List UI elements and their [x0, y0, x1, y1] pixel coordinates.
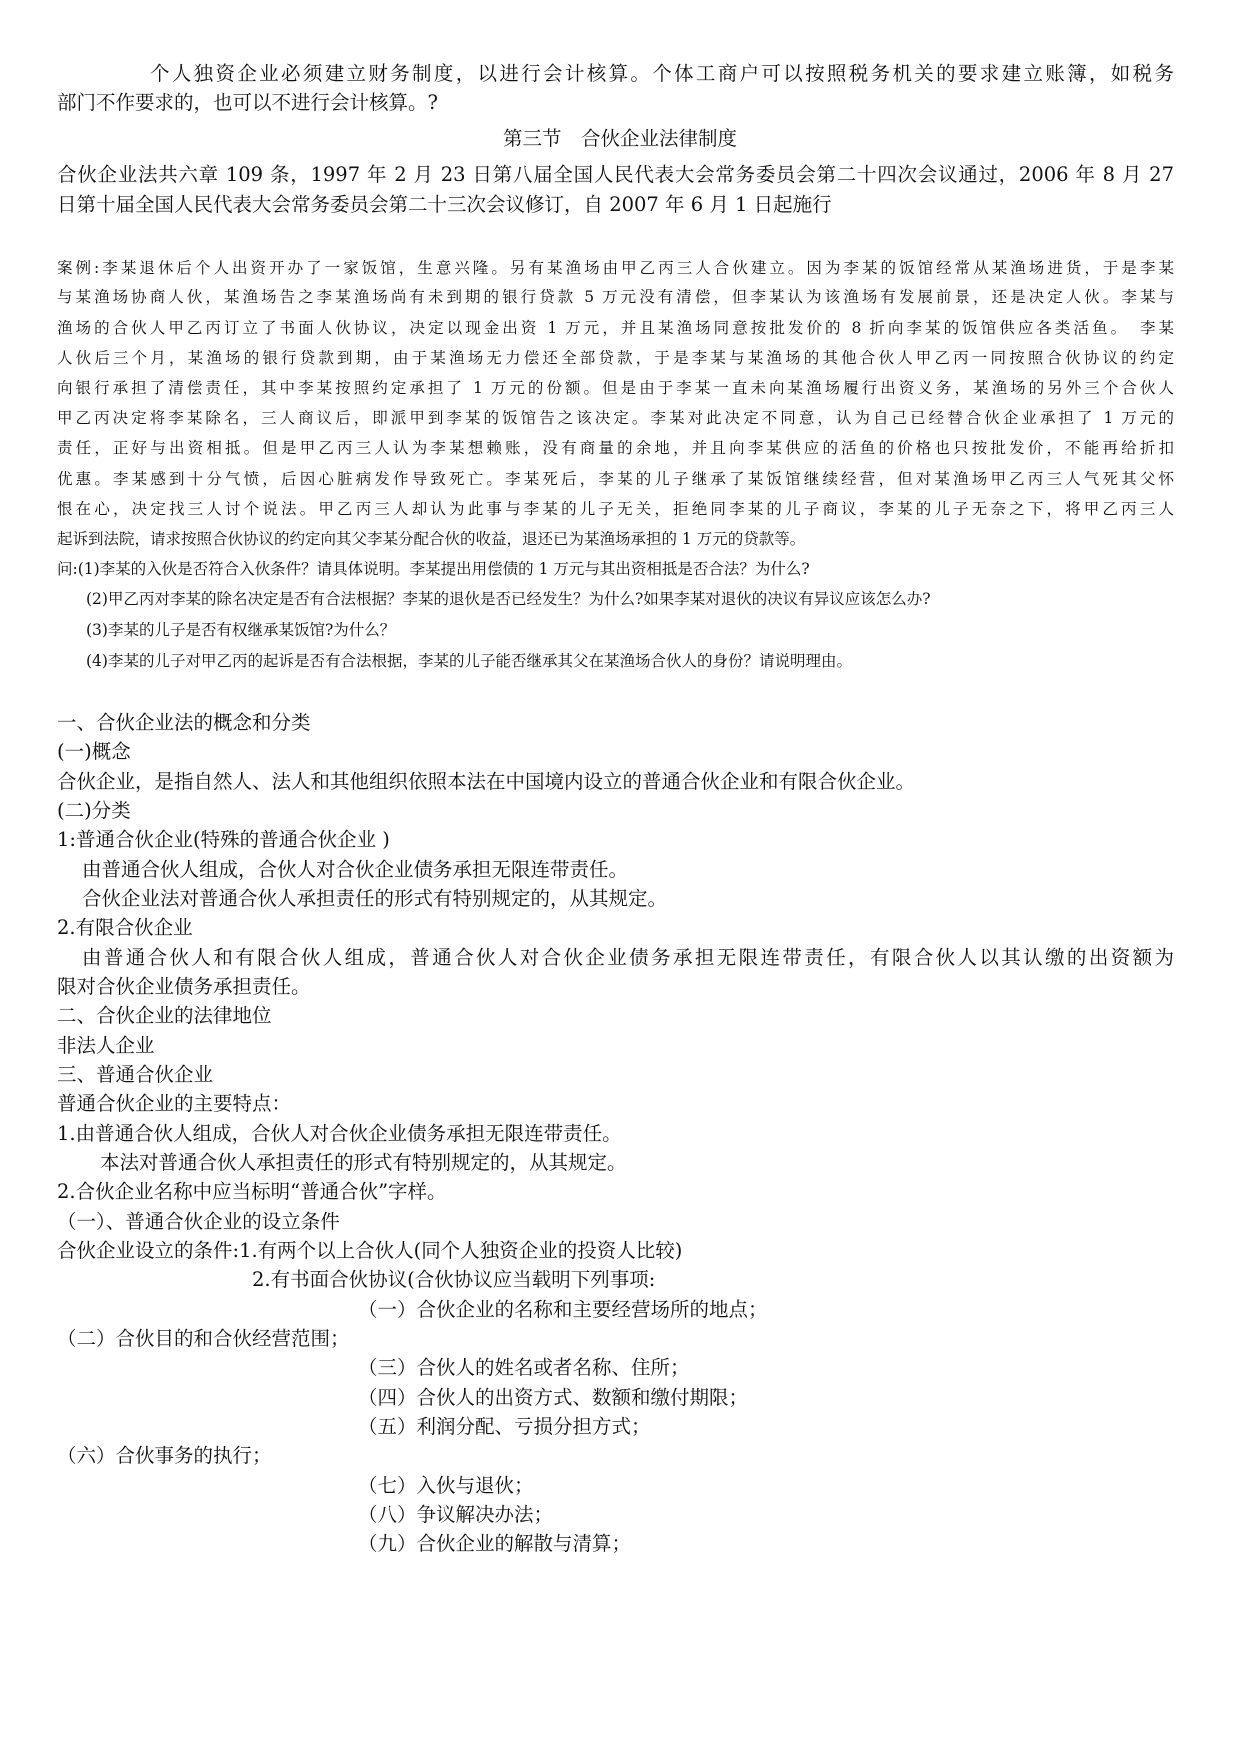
case-line: 甲乙丙决定将李某除名，三人商议后，即派甲到李某的饭馆告之该决定。李某对此决定不同意，认为自己已经替合伙企业承担了 1 万元的	[57, 409, 1174, 427]
type-2-desc-line-2: 限对合伙企业债务承担责任。	[57, 975, 311, 998]
case-line: 向银行承担了清偿责任，其中李某按照约定承担了 1 万元的份额。但是由于李某一直未向某渔场履行出资义务，某渔场的另外三个合伙人	[57, 379, 1174, 397]
type-1-desc-a: 由普通合伙人组成，合伙人对合伙企业债务承担无限连带责任。	[82, 858, 629, 881]
legal-status-text: 非法人企业	[57, 1034, 155, 1057]
case-line: 恨在心，决定找三人讨个说法。甲乙丙三人却认为此事与李某的儿子无关，拒绝同李某的儿子商议，李某的儿子无奈之下，将甲乙丙三人	[57, 500, 1174, 518]
concept-paragraph: 合伙企业，是指自然人、法人和其他组织依照本法在中国境内设立的普通合伙企业和有限合伙企业。	[57, 770, 916, 793]
type-2-desc-line-1: 由普通合伙人和有限合伙人组成，普通合伙人对合伙企业债务承担无限连带责任，有限合伙人以其认缴的出资额为	[82, 946, 1174, 969]
case-line: 责任，正好与出资相抵。但是甲乙丙三人认为李某想赖账，没有商量的余地，并且向李某供应的活鱼的价格也只按批发价，不能再给折扣	[57, 439, 1174, 457]
feature-1: 1.由普通合伙人组成，合伙人对合伙企业债务承担无限连带责任。	[57, 1122, 622, 1145]
section-title: 第三节 合伙企业法律制度	[502, 127, 737, 150]
type-2: 2.有限合伙企业	[57, 916, 193, 939]
agreement-item: （一）合伙企业的名称和主要经营场所的地点；	[358, 1298, 768, 1321]
type-1-desc-b: 合伙企业法对普通合伙人承担责任的形式有特别规定的，从其规定。	[82, 887, 668, 910]
agreement-item: （四）合伙人的出资方式、数额和缴付期限；	[358, 1386, 749, 1409]
intro-line-1: 个人独资企业必须建立财务制度，以进行会计核算。个体工商户可以按照税务机关的要求建立账簿，如税务	[150, 62, 1174, 85]
case-line: 人伙后三个月，某渔场的银行贷款到期，由于某渔场无力偿还全部贷款，于是李某与某渔场的其他合伙人甲乙丙一同按照合伙协议的约定	[57, 349, 1174, 367]
case-line: 起诉到法院，请求按照合伙协议的约定向其父李某分配合伙的收益，退还已为某渔场承担的 1 万元的贷款等。	[57, 530, 806, 548]
agreement-item: （三）合伙人的姓名或者名称、住所；	[358, 1356, 690, 1379]
case-line: 渔场的合伙人甲乙丙订立了书面人伙协议，决定以现金出资 1 万元，并且某渔场同意按批发价的 8 折向李某的饭馆供应各类活鱼。 李某	[57, 319, 1174, 337]
agreement-item: （九）合伙企业的解散与清算；	[358, 1532, 632, 1555]
question-4: (4)李某的儿子对甲乙丙的起诉是否有合法根据，李某的儿子能否继承其父在某渔场合伙人的身份？请说明理由。	[86, 652, 852, 670]
law-intro-line-1: 合伙企业法共六章 109 条，1997 年 2 月 23 日第八届全国人民代表大会常务委员会第二十四次会议通过，2006 年 8 月 27	[57, 163, 1174, 186]
agreement-item: （八）争议解决办法；	[358, 1503, 554, 1526]
features-title: 普通合伙企业的主要特点：	[57, 1092, 292, 1115]
question-3: (3)李某的儿子是否有权继承某饭馆?为什么？	[86, 621, 396, 639]
case-line: 优惠。李某感到十分气愤，后因心脏病发作导致死亡。李某死后，李某的儿子继承了某饭馆继续经营，但对某渔场甲乙丙三人气死其父怀	[57, 470, 1174, 488]
agreement-item: （五）利润分配、亏损分担方式；	[358, 1415, 651, 1438]
intro-line-2: 部门不作要求的，也可以不进行会计核算。?	[57, 91, 438, 114]
feature-1-note: 本法对普通合伙人承担责任的形式有特别规定的，从其规定。	[100, 1151, 627, 1174]
question-2: (2)甲乙丙对李某的除名决定是否有合法根据？李某的退伙是否已经发生？为什么?如果李某对退伙的决议有异议应该怎么办?	[86, 590, 931, 608]
heading-2: 二、合伙企业的法律地位	[57, 1004, 272, 1027]
case-line: 案例:李某退休后个人出资开办了一家饭馆，生意兴隆。另有某渔场由甲乙丙三人合伙建立。因为李某的饭馆经常从某渔场进货，于是李某	[57, 259, 1174, 277]
subheading-concept: (一)概念	[57, 740, 131, 763]
law-intro-line-2: 日第十届全国人民代表大会常务委员会第二十三次会议修订，自 2007 年 6 月 1 日起施行	[57, 193, 832, 216]
subheading-classification: (二)分类	[57, 799, 131, 822]
heading-1: 一、合伙企业法的概念和分类	[57, 711, 311, 734]
type-1: 1:普通合伙企业(特殊的普通合伙企业 )	[57, 828, 390, 851]
condition-1: 合伙企业设立的条件:1.有两个以上合伙人(同个人独资企业的投资人比较)	[57, 1239, 683, 1262]
question-1: 问:(1)李某的入伙是否符合入伙条件？请具体说明。李某提出用偿债的 1 万元与其出资相抵是否合法？为什么?	[57, 560, 810, 578]
feature-2: 2.合伙企业名称中应当标明“普通合伙”字样。	[57, 1180, 447, 1203]
heading-3: 三、普通合伙企业	[57, 1063, 214, 1086]
condition-2: 2.有书面合伙协议(合伙协议应当载明下列事项:	[252, 1268, 656, 1291]
agreement-item: （二）合伙目的和合伙经营范围；	[57, 1327, 350, 1350]
agreement-item: （六）合伙事务的执行；	[57, 1444, 272, 1467]
agreement-item: （七）入伙与退伙；	[358, 1474, 534, 1497]
subheading-establishment: （一）、普通合伙企业的设立条件	[57, 1210, 340, 1233]
case-line: 与某渔场协商人伙，某渔场告之李某渔场尚有未到期的银行贷款 5 万元没有清偿，但李某认为该渔场有发展前景，还是决定人伙。李某与	[57, 288, 1174, 306]
